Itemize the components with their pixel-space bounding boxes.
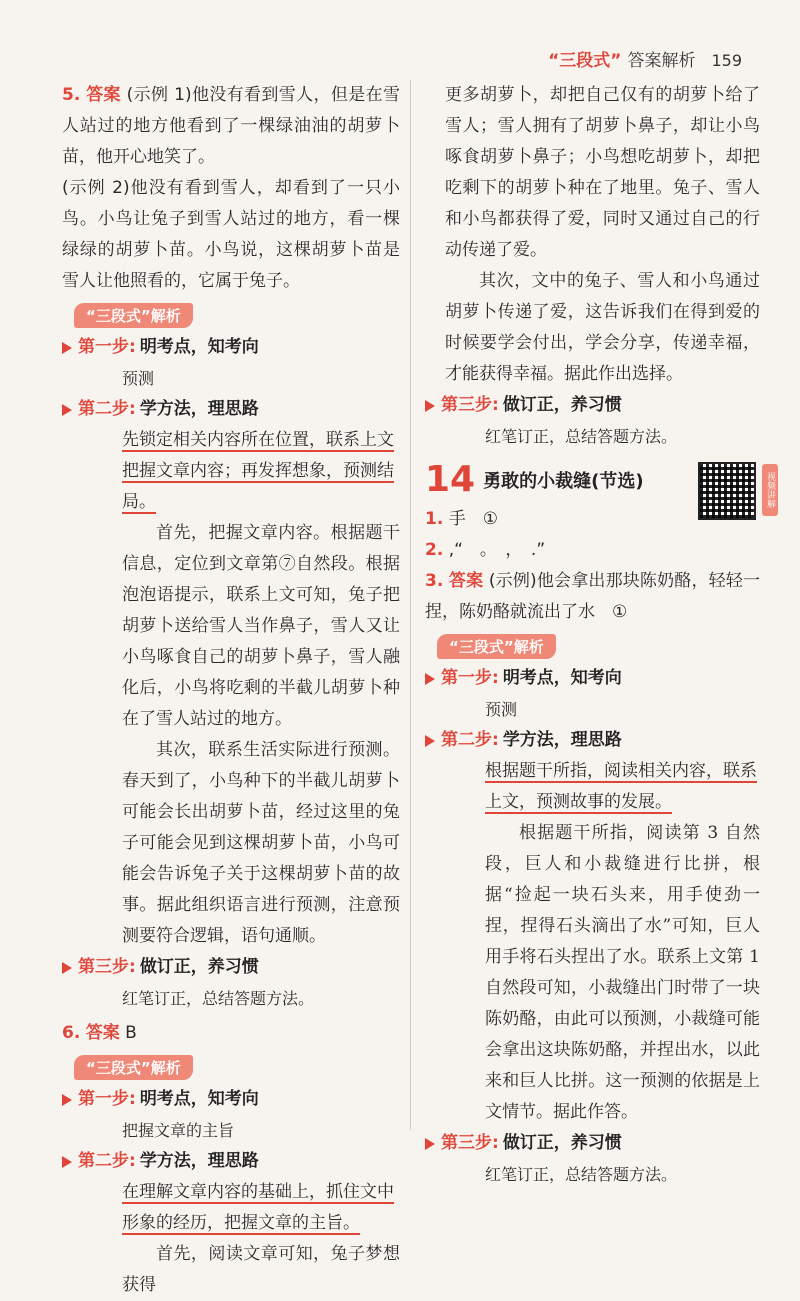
l14-step1 (425, 663, 760, 694)
q5-answer (62, 80, 400, 173)
step-title: 做订正，养习惯 (502, 1133, 622, 1153)
l14-analysis-pill: “三段式”解析 (437, 634, 556, 659)
q6-step1 (62, 1084, 400, 1115)
l14-q2 (425, 535, 760, 566)
q6-para1-start: 首先，阅读文章可知，兔子梦想获得 (122, 1244, 400, 1295)
arrow-icon (62, 342, 72, 354)
step-title: 学方法，理思路 (139, 399, 259, 419)
q5-analysis-pill: “三段式”解析 (74, 303, 193, 328)
q1-number: 1. (425, 509, 444, 529)
step-number: 第一步: (441, 668, 499, 688)
l14-step3 (425, 1128, 760, 1159)
video-tag: 视频讲解 (762, 464, 778, 516)
q6-answer-value: B (125, 1023, 137, 1043)
q3-answer: (示例)他会拿出那块陈奶酪，轻轻一捏，陈奶酪就流出了水 ① (425, 571, 761, 622)
step-number: 第一步: (78, 337, 136, 357)
q6-step2-method (62, 1177, 400, 1239)
qr-code-icon[interactable] (698, 462, 756, 520)
arrow-icon (425, 1138, 435, 1150)
q6-answer (62, 1018, 400, 1049)
column-divider (410, 80, 411, 1130)
step-number: 第二步: (441, 730, 499, 750)
l14-step2 (425, 725, 760, 756)
q5-answer-label: 答案 (86, 85, 121, 105)
arrow-icon (425, 673, 435, 685)
q2-number: 2. (425, 540, 444, 560)
q5-step1 (62, 332, 400, 363)
method-text: 根据题干所指，阅读相关内容，联系上文，预测故事的发展。 (485, 761, 757, 812)
q6-para2: 其次，文中的兔子、雪人和小鸟通过胡萝卜传递了爱，这告诉我们在得到爱的时候要学会付出，学会分享，传递幸福，才能获得幸福。据此作出选择。 (445, 271, 760, 384)
q5-para2: 其次，联系生活实际进行预测。春天到了，小鸟种下的半截儿胡萝卜可能会长出胡萝卜苗，经过这里的兔子可能会见到这棵胡萝卜苗，小鸟可能会告诉兔子关于这棵胡萝卜苗的故事。据此组织语言进行预测，注意预测要符合逻辑，语句通顺。 (122, 740, 400, 946)
q6-step3 (425, 390, 760, 421)
step-title: 学方法，理思路 (502, 730, 622, 750)
arrow-icon (62, 962, 72, 974)
q3-answer-label: 答案 (448, 571, 484, 591)
step-title: 明考点，知考向 (139, 337, 259, 357)
l14-q3 (425, 566, 760, 628)
step-title: 明考点，知考向 (139, 1089, 259, 1109)
arrow-icon (62, 404, 72, 416)
arrow-icon (425, 735, 435, 747)
l14-step2-method (425, 756, 760, 818)
l14-step3-body: 红笔订正，总结答题方法。 (485, 1165, 678, 1184)
step-number: 第二步: (78, 399, 136, 419)
q5-step1-body: 预测 (122, 369, 155, 388)
q2-answer: ,“ 。 ， .” (448, 540, 546, 560)
q6-analysis-pill: “三段式”解析 (74, 1055, 193, 1080)
q5-step2 (62, 394, 400, 425)
left-column (62, 80, 400, 1301)
q5-example-2: (示例 2)他没有看到雪人，却看到了一只小鸟。小鸟让兔子到雪人站过的地方，看一棵绿绿的胡萝卜苗。小鸟说，这棵胡萝卜苗是雪人让他照看的，它属于兔子。 (62, 178, 400, 291)
step-number: 第三步: (78, 957, 136, 977)
q6-step2 (62, 1146, 400, 1177)
l14-step1-body: 预测 (485, 700, 518, 719)
page-number: 159 (711, 51, 742, 70)
q6-para1-cont: 更多胡萝卜，却把自己仅有的胡萝卜给了雪人；雪人拥有了胡萝卜鼻子，却让小鸟啄食胡萝卜鼻子；小鸟想吃胡萝卜，却把吃剩下的胡萝卜种在了地里。兔子、雪人和小鸟都获得了爱，同时又通过自己的行动传递了爱。 (445, 85, 760, 260)
arrow-icon (62, 1094, 72, 1106)
step-number: 第三步: (441, 395, 499, 415)
q6-number: 6. (62, 1023, 81, 1043)
q3-number: 3. (425, 571, 444, 591)
header-highlight: “三段式” (548, 51, 622, 71)
method-text: 先锁定相关内容所在位置，联系上文把握文章内容；再发挥想象，预测结局。 (122, 430, 394, 512)
step-number: 第三步: (441, 1133, 499, 1153)
q5-number: 5. (62, 85, 81, 105)
q5-step3 (62, 952, 400, 983)
q6-step1-body: 把握文章的主旨 (122, 1121, 235, 1140)
q6-step3-body: 红笔订正，总结答题方法。 (485, 427, 678, 446)
page-header (548, 46, 742, 71)
step-number: 第二步: (78, 1151, 136, 1171)
q6-answer-label: 答案 (85, 1023, 120, 1043)
lesson-number: 14 (425, 459, 476, 500)
step-title: 学方法，理思路 (139, 1151, 259, 1171)
q5-para1: 首先，把握文章内容。根据题干信息，定位到文章第⑦自然段。根据泡泡语提示，联系上文可知，兔子把胡萝卜送给雪人当作鼻子，雪人又让小鸟啄食自己的胡萝卜鼻子，雪人融化后，小鸟将吃剩的半截儿胡萝卜种在了雪人站过的地方。 (122, 523, 400, 729)
q5-step3-body: 红笔订正，总结答题方法。 (122, 989, 315, 1008)
q5-example-1: (示例 1)他没有看到雪人，但是在雪人站过的地方他看到了一棵绿油油的胡萝卜苗，他开心地笑了。 (62, 85, 401, 167)
step-title: 做订正，养习惯 (139, 957, 259, 977)
step-title: 明考点，知考向 (502, 668, 622, 688)
l14-para1: 根据题干所指，阅读第 3 自然段，巨人和小裁缝进行比拼，根据“捡起一块石头来，用手使劲一捏，捏得石头滴出了水”可知，巨人用手将石头捏出了水。联系上文第 1 自然段可知，小裁缝出门时带了一块陈奶酪，由此可以预测，小裁缝可能会拿出这块陈奶酪，并捏出水，以此来和巨人比拼。这一预测的依据是上文情节。据此作答。 (485, 823, 760, 1122)
step-title: 做订正，养习惯 (502, 395, 622, 415)
q5-step2-method (62, 425, 400, 518)
q1-answer: 手 ① (448, 509, 498, 529)
header-title: 答案解析 (627, 51, 696, 71)
method-text: 在理解文章内容的基础上，抓住文中形象的经历，把握文章的主旨。 (122, 1182, 394, 1233)
step-number: 第一步: (78, 1089, 136, 1109)
lesson-heading (425, 459, 775, 508)
arrow-icon (62, 1156, 72, 1168)
right-column (425, 80, 775, 1190)
arrow-icon (425, 400, 435, 412)
lesson-title: 勇敢的小裁缝(节选) (483, 471, 644, 492)
